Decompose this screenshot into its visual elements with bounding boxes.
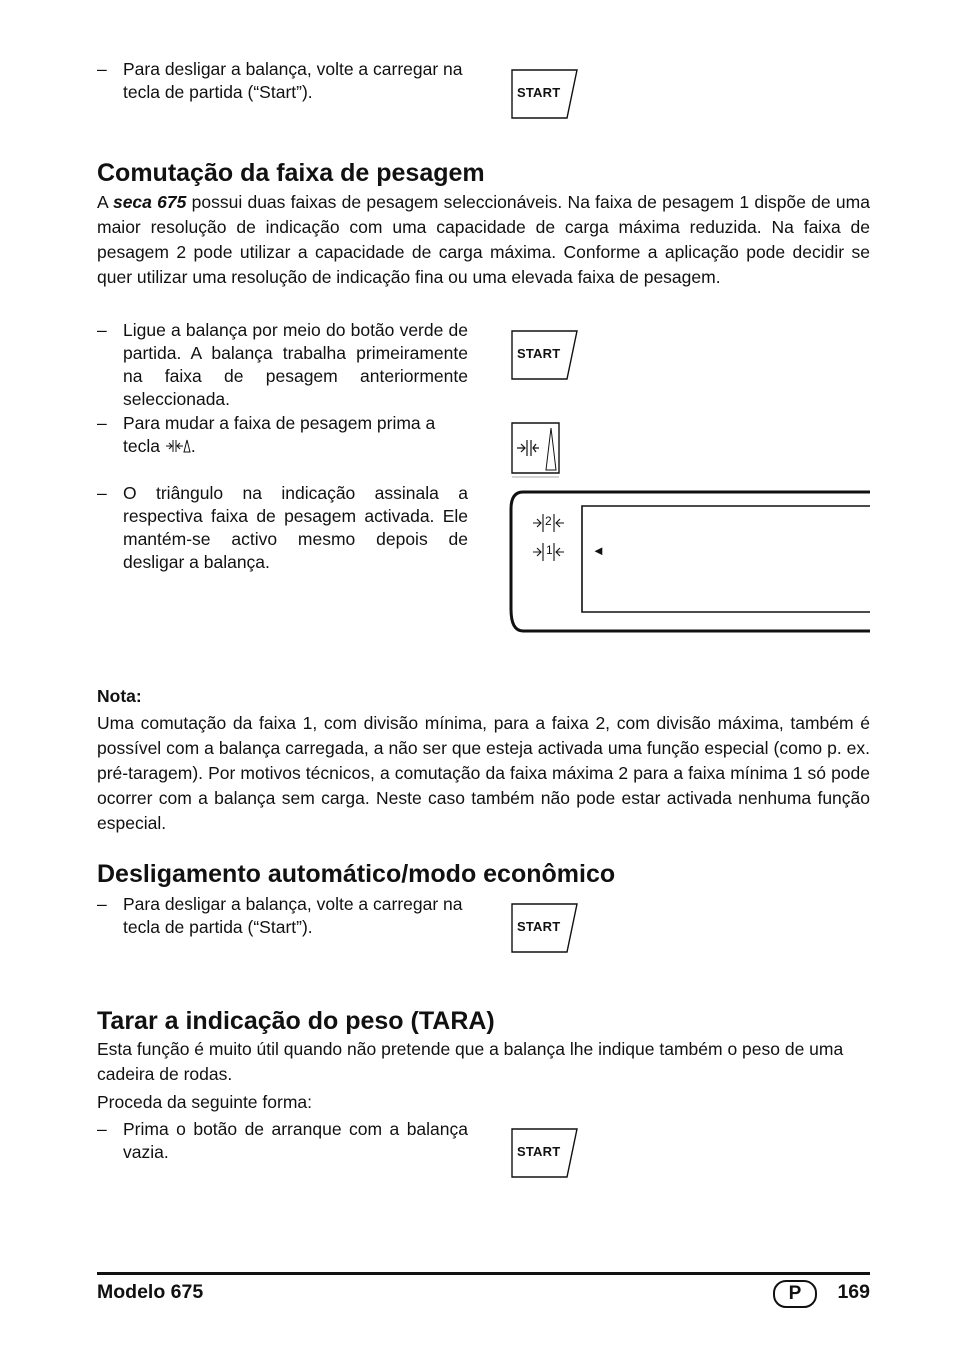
section-title-auto-off: Desligamento automático/modo econômico [97,860,616,888]
section1-bullet-3 [97,482,468,574]
para-rest: possui duas faixas de pesagem seleccionáveis. Na faixa de pesagem 1 dispõe de uma maior resolução de indicação com uma capacidade de carga máxima reduzida. Na faixa de pesagem 2 pode utilizar a capacidade de carga máxima. Conforme a aplicação pode decidir se quer utilizar uma resolução de indicação fina ou uma elevada faixa de pesagem. [97,192,870,287]
section3-bullet-1 [97,1118,468,1164]
bullet-text-a: Para mudar a faixa de pesagem prima a tecla [123,413,436,456]
intro-bullet [97,58,468,104]
language-badge: P [773,1280,817,1308]
scale-display [505,489,871,635]
range-indicator-triangle: ◄ [592,543,605,558]
intro-bullet-text: Para desligar a balança, volte a carregar na tecla de partida (“Start”). [123,59,463,102]
section3-paragraph-1: Esta função é muito útil quando não pretende que a balança lhe indique também o peso de uma cadeira de rodas. [97,1039,844,1084]
brand-name: seca 675 [112,192,187,212]
start-key-icon [511,903,579,953]
bullet-dash: – [97,894,107,914]
start-key-label: START [517,85,561,100]
bullet-text-b: . [190,436,196,456]
section1-bullet-2 [97,412,468,458]
start-key-label: START [517,1144,561,1159]
section-title-tare: Tarar a indicação do peso (TARA) [97,1007,495,1035]
bullet-text: O triângulo na indicação assinala a respectiva faixa de pesagem activada. Ele mantém-se activo mesmo depois de desligar a balança. [123,483,468,572]
nota-text: Uma comutação da faixa 1, com divisão mínima, para a faixa 2, com divisão máxima, também é possível com a balança carregada, a não ser que esteja activada uma função especial (como p. ex. pré-taragem). Por motivos técnicos, a comutação da faixa máxima 2 para a faixa mínima 1 só pode ocorrer com a balança sem carga. Neste caso também não pode estar activada nenhuma função especial. [97,713,870,833]
bullet-dash: – [97,320,107,340]
section2-bullet-1 [97,893,468,939]
start-key-icon [511,330,579,380]
bullet-dash: – [97,483,107,503]
section1-bullet-1 [97,319,468,411]
section-title-weighing-range: Comutação da faixa de pesagem [97,159,485,187]
start-key-label: START [517,919,561,934]
start-key-icon [511,1128,579,1178]
footer-rule [97,1272,870,1275]
bullet-text [123,412,468,458]
bullet-dash: – [97,413,107,433]
section3-paragraph-2: Proceda da seguinte forma: [97,1092,312,1112]
page-number: 169 [837,1281,870,1303]
range-switch-key-icon [511,422,579,472]
range-switch-icon [165,438,191,454]
nota-label: Nota: [97,686,142,706]
bullet-text: Ligue a balança por meio do botão verde de partida. A balança trabalha primeiramente na faixa de pesagem anteriormente seleccionada. [123,320,468,409]
para-prefix: A [97,192,113,212]
section1-paragraph [97,190,870,290]
bullet-text: Prima o botão de arranque com a balança vazia. [123,1119,468,1162]
start-key-label: START [517,346,561,361]
bullet-dash: – [97,1119,107,1139]
bullet-dash: – [97,59,107,79]
start-key-icon [511,69,579,119]
bullet-text: Para desligar a balança, volte a carregar na tecla de partida (“Start”). [123,894,463,937]
footer-model: Modelo 675 [97,1281,204,1303]
range-2-label: 2 [545,514,552,528]
range-1-label: 1 [546,543,553,557]
